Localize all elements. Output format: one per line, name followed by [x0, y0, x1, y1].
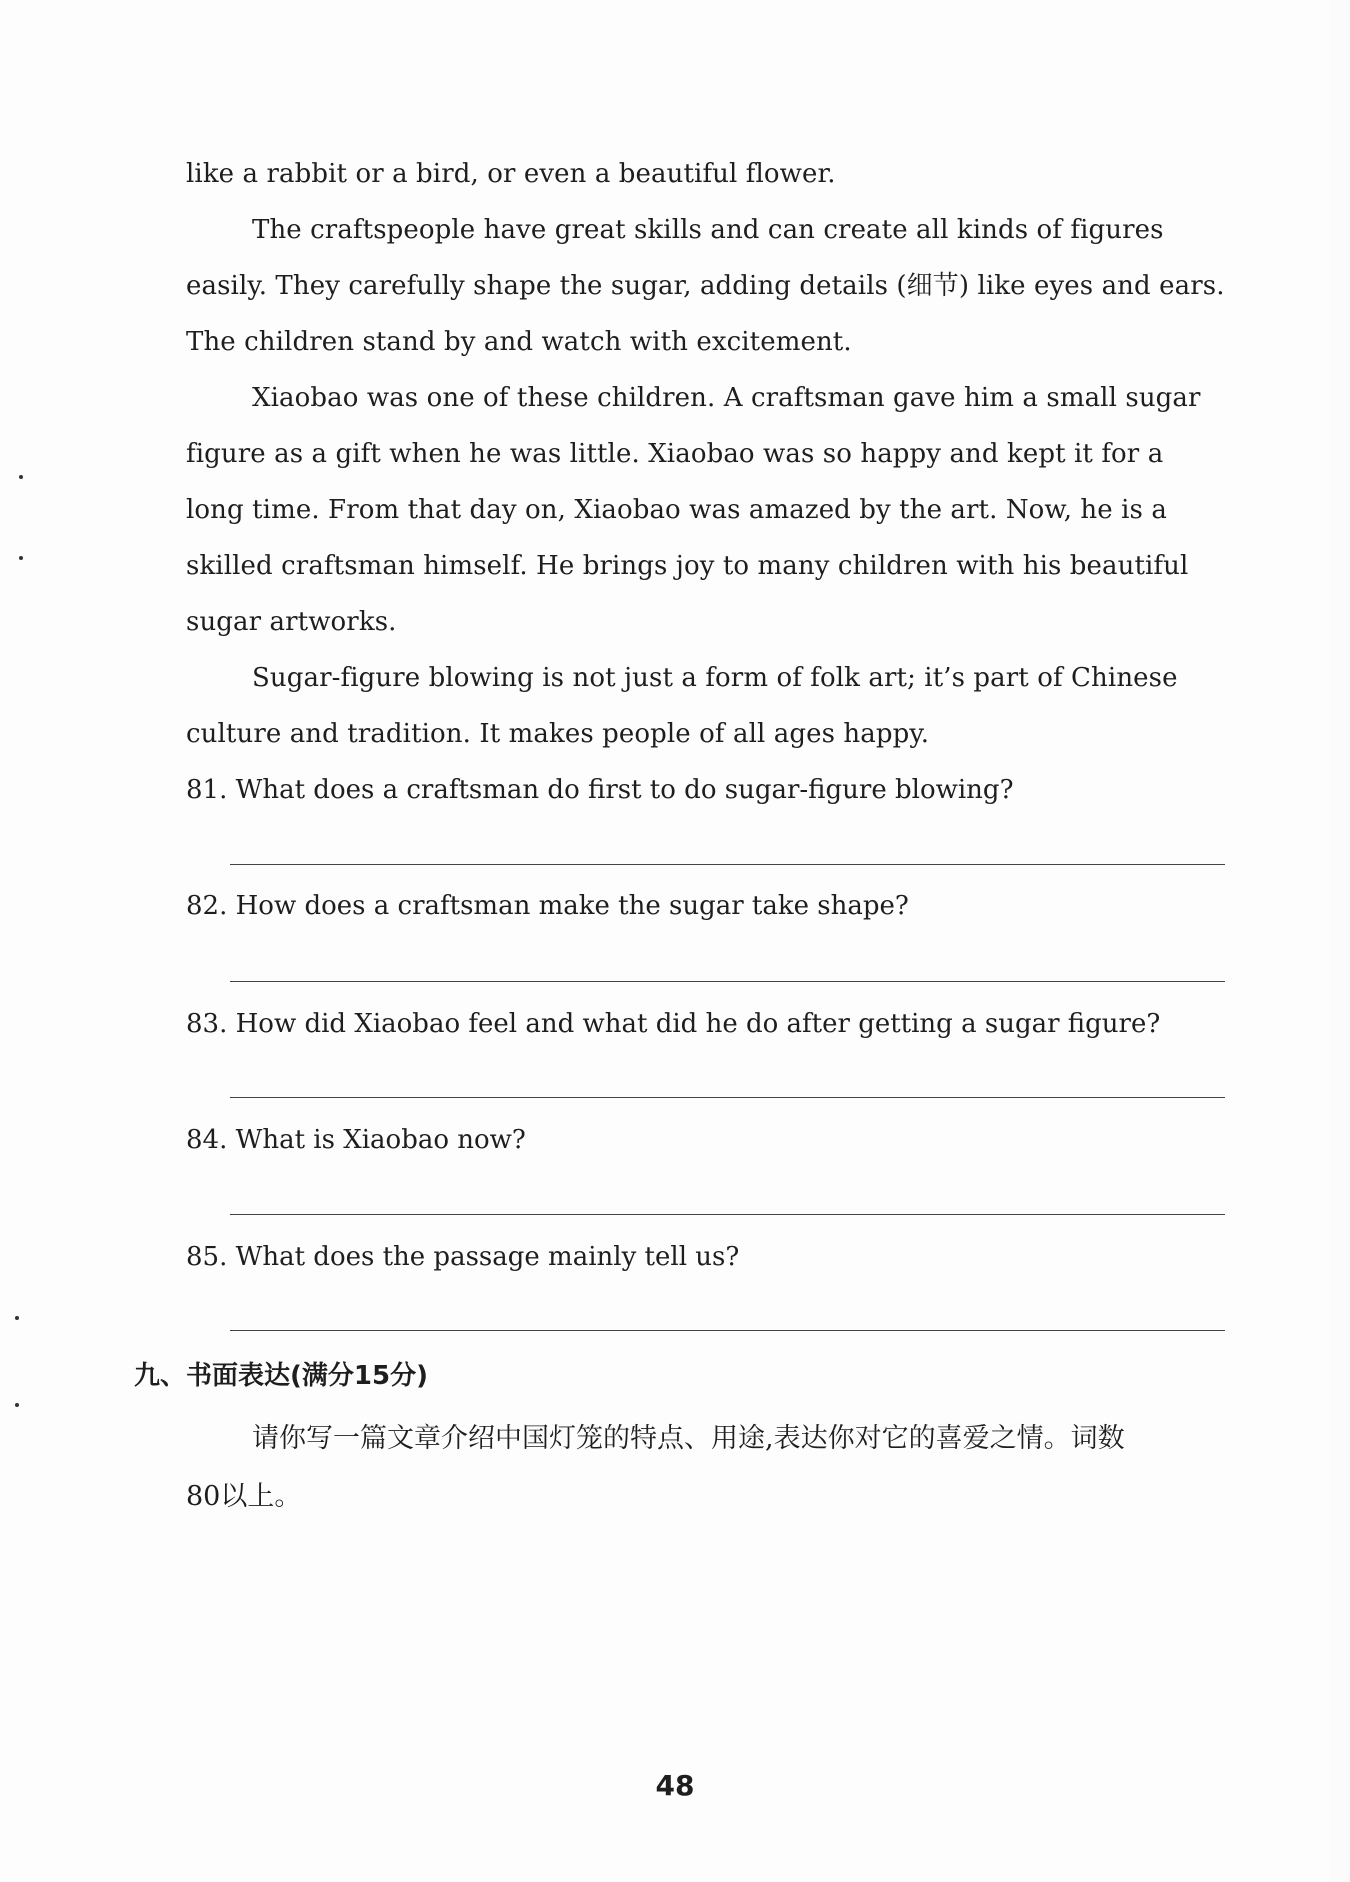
- answer-line-85[interactable]: [230, 1330, 1225, 1331]
- question-83: 83. How did Xiaobao feel and what did he do after getting a sugar figure?: [186, 1009, 1161, 1039]
- question-84: 84. What is Xiaobao now?: [186, 1125, 526, 1155]
- page-number: 48: [655, 1769, 695, 1802]
- passage-paragraph-2: The craftspeople have great skills and can create all kinds of figures easily. They carefully shape the sugar, adding details (细节) like eyes and ears. The children stand by and watch with excitement.: [186, 215, 1225, 357]
- answer-line-81[interactable]: [230, 864, 1225, 865]
- writing-prompt: [186, 1410, 1226, 1526]
- answer-line-82[interactable]: [230, 981, 1225, 982]
- reading-passage: [186, 146, 1226, 762]
- margin-mark: [19, 475, 23, 479]
- question-82: 82. How does a craftsman make the sugar take shape?: [186, 891, 909, 921]
- margin-mark: [15, 1316, 19, 1320]
- margin-mark: [19, 556, 23, 560]
- passage-paragraph-4: Sugar-figure blowing is not just a form of folk art; it’s part of Chinese culture and tradition. It makes people of all ages happy.: [186, 663, 1178, 749]
- answer-line-84[interactable]: [230, 1214, 1225, 1215]
- passage-paragraph-3: Xiaobao was one of these children. A craftsman gave him a small sugar figure as a gift when he was little. Xiaobao was so happy and kept it for a long time. From that day on, Xiaobao was amazed by the art. Now, he is a skilled craftsman himself. He brings joy to many children with his beautiful sugar artworks.: [186, 383, 1201, 637]
- passage-paragraph-1: like a rabbit or a bird, or even a beautiful flower.: [186, 159, 836, 189]
- writing-section-heading: 九、书面表达(满分15分): [134, 1361, 428, 1391]
- margin-mark: [15, 1403, 19, 1407]
- question-81: 81. What does a craftsman do first to do sugar-figure blowing?: [186, 775, 1014, 805]
- answer-line-83[interactable]: [230, 1097, 1225, 1098]
- question-85: 85. What does the passage mainly tell us?: [186, 1242, 740, 1272]
- writing-prompt-line-2: 80以上。: [186, 1481, 302, 1512]
- writing-prompt-line-1: 请你写一篇文章介绍中国灯笼的特点、用途,表达你对它的喜爱之情。词数: [252, 1423, 1125, 1454]
